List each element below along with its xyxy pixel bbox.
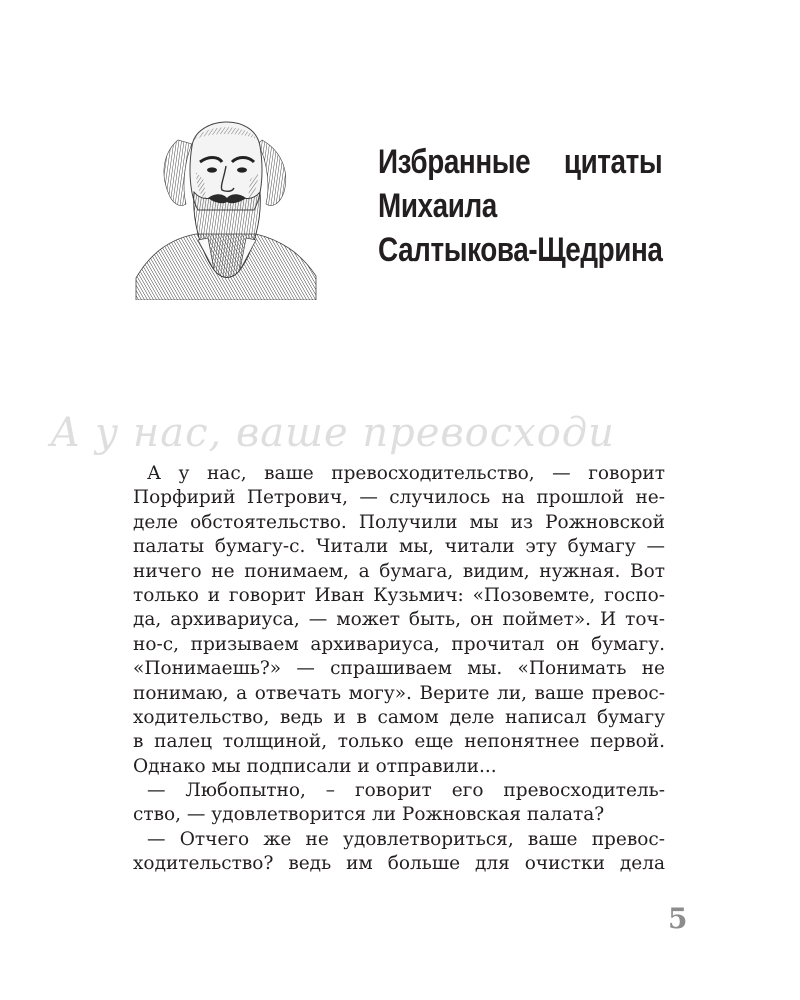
body-line: Порфирий Петрович, — случилось на прошлой не-	[133, 487, 665, 509]
body-line: ходительство? ведь им больше для очистки дела	[133, 853, 665, 875]
page-title	[378, 140, 663, 272]
body-line: — Отчего же не удовлетвориться, ваше превос-	[147, 828, 665, 850]
body-line: А у нас, ваше превосходительство, — говорит	[147, 463, 665, 484]
body-line: ходительство, ведь и в самом деле написал бумагу	[133, 706, 665, 728]
body-line: да, архивариуса, — может быть, он поймет». И точ-	[133, 609, 665, 631]
body-line: понимаю, а отвечать могу». Верите ли, ваше превос-	[133, 682, 665, 704]
body-line: Однако мы подписали и отправили...	[133, 755, 497, 777]
body-line: в палец толщиной, только еще непонятнее первой.	[133, 731, 665, 753]
body-line: ство, — удовлетворится ли Рожновская палата?	[133, 804, 605, 826]
body-line: только и говорит Иван Кузьмич: «Позовемте, госпо-	[133, 584, 665, 606]
body-line: «Понимаешь?» — спрашиваем мы. «Понимать не	[133, 658, 665, 680]
author-portrait-engraving	[134, 100, 318, 300]
body-line: ничего не понимаем, а бумага, видим, нужная. Вот	[133, 560, 665, 582]
quote-body	[133, 462, 665, 877]
body-line: но-с, призываем архивариуса, прочитал он бумагу.	[133, 633, 665, 655]
body-line: палаты бумагу-с. Читали мы, читали эту бумагу —	[133, 536, 665, 558]
title-line-1: Избранные цитаты	[378, 143, 663, 181]
title-line-2: Михаила	[378, 187, 497, 225]
page-number: 5	[668, 902, 688, 935]
title-line-3: Салтыкова-Щедрина	[378, 231, 663, 269]
body-line: деле обстоятельство. Получили мы из Рожновской	[133, 511, 665, 533]
decorative-script-heading: А у нас, ваше превосходи	[50, 410, 615, 456]
body-line: — Любопытно, – говорит его превосходитель-	[147, 780, 665, 802]
